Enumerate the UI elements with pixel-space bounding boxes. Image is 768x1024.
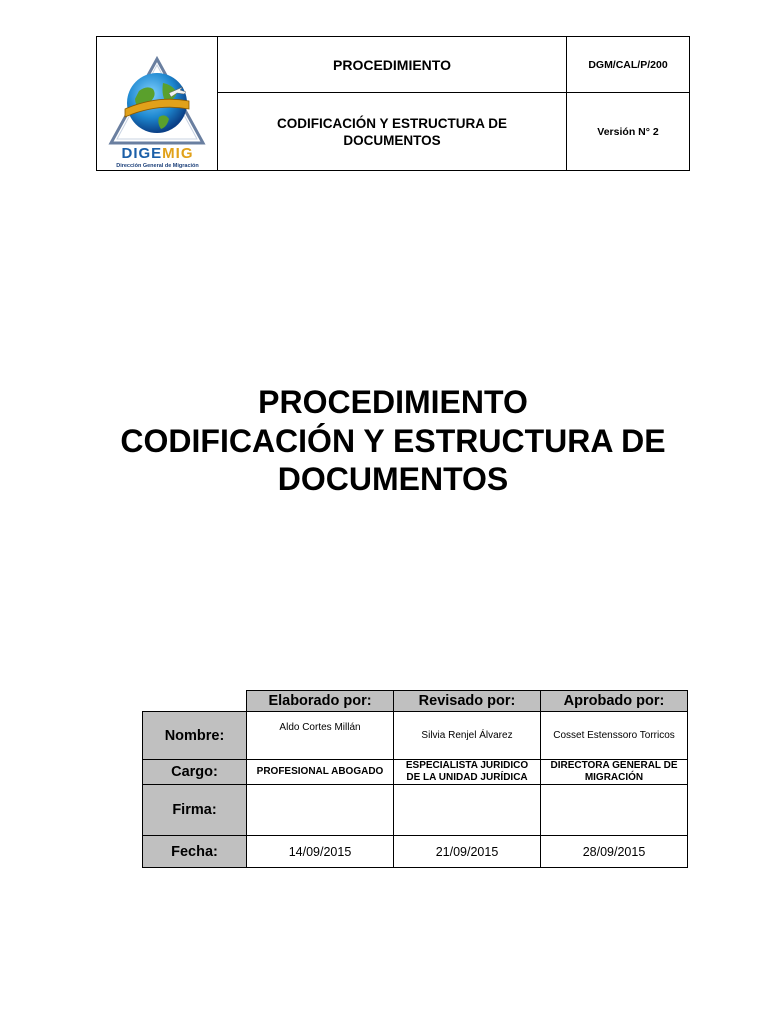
row-label-fecha: Fecha: [143,836,247,868]
document-header [96,36,690,171]
doc-title: CODIFICACIÓN Y ESTRUCTURA DE DOCUMENTOS [218,93,567,170]
col-elaborado: Elaborado por: [247,691,394,712]
logo-brand-part2: MIG [162,145,194,162]
logo-brand-part1: DIGE [121,145,163,162]
signature-header-row [143,691,688,712]
row-fecha [143,836,688,868]
fecha-elaborado: 14/09/2015 [247,836,394,868]
row-label-cargo: Cargo: [143,760,247,785]
col-aprobado: Aprobado por: [541,691,688,712]
nombre-aprobado: Cosset Estenssoro Torricos [541,712,688,760]
cargo-revisado: ESPECIALISTA JURIDICO DE LA UNIDAD JURÍDICA [394,760,541,785]
logo-brand-text [97,145,218,162]
main-title-line-3: DOCUMENTOS [277,461,509,497]
digemig-logo-emblem [107,55,207,147]
nombre-revisado: Silvia Renjel Álvarez [394,712,541,760]
fecha-revisado: 21/09/2015 [394,836,541,868]
main-title-line-1: PROCEDIMIENTO [258,384,528,420]
row-nombre [143,712,688,760]
doc-type: PROCEDIMIENTO [218,37,567,93]
signature-table [142,690,688,868]
doc-version: Versión N° 2 [597,125,659,138]
row-cargo [143,760,688,785]
logo-cell [97,37,218,170]
logo-subtitle: Dirección General de Migración [116,163,199,169]
firma-revisado [394,785,541,836]
firma-elaborado [247,785,394,836]
cargo-elaborado: PROFESIONAL ABOGADO [247,760,394,785]
doc-code: DGM/CAL/P/200 [567,37,689,93]
fecha-aprobado: 28/09/2015 [541,836,688,868]
firma-aprobado [541,785,688,836]
signature-corner [143,691,247,712]
main-title-line-2: CODIFICACIÓN Y ESTRUCTURA DE [120,422,666,459]
row-label-firma: Firma: [143,785,247,836]
col-revisado: Revisado por: [394,691,541,712]
row-firma [143,785,688,836]
nombre-elaborado: Aldo Cortes Millán [247,712,394,760]
row-label-nombre: Nombre: [143,712,247,760]
main-title [60,383,726,499]
cargo-aprobado: DIRECTORA GENERAL DE MIGRACIÓN [541,760,688,785]
